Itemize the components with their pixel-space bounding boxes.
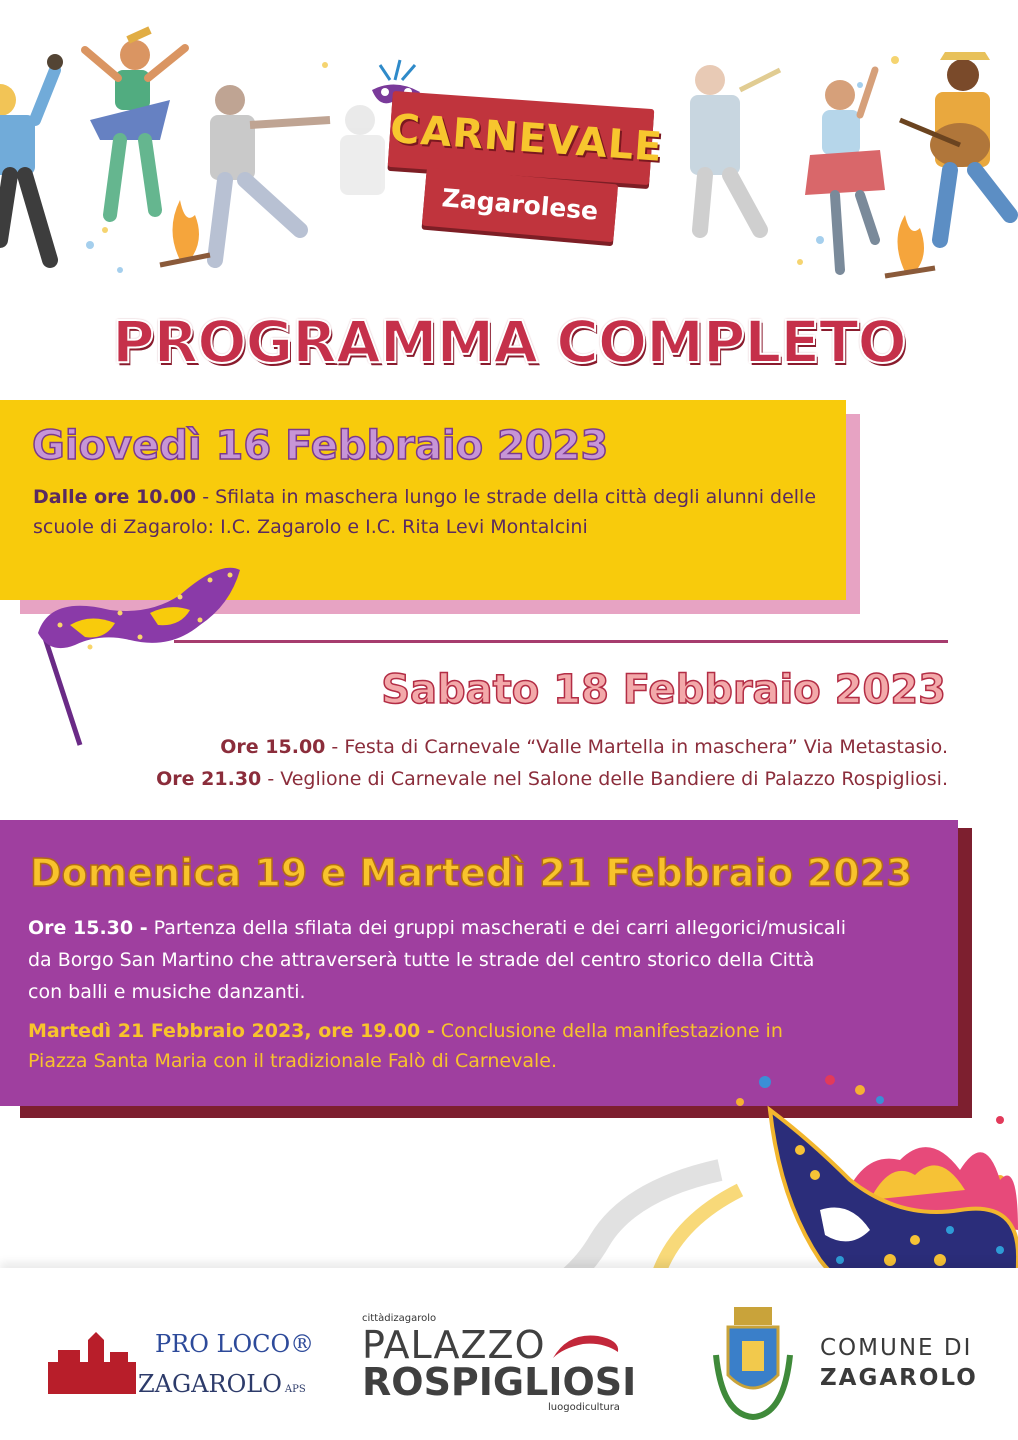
proloco-name: PRO LOCO®	[155, 1330, 315, 1358]
section2-date: Sabato 18 Febbraio 2023	[381, 667, 946, 713]
palazzo-title-line1: PALAZZO	[362, 1323, 546, 1367]
section2-event1: - Festa di Carnevale “Valle Martella in maschera” Via Metastasio.	[325, 736, 948, 758]
section2-time1: Ore 15.00	[220, 736, 326, 758]
section2-line2	[88, 763, 948, 795]
comune-label: COMUNE DI	[820, 1335, 973, 1361]
section3-time2: Martedì 21 Febbraio 2023, ore 19.00 -	[28, 1020, 435, 1042]
proloco-castle-icon	[48, 1332, 136, 1394]
palazzo-title-line2: ROSPIGLIOSI	[362, 1360, 637, 1404]
section2-line1	[88, 731, 948, 763]
proloco-town	[138, 1370, 306, 1398]
header-illustration	[0, 0, 1018, 300]
main-title: PROGRAMMA COMPLETO	[112, 308, 906, 376]
section2-event2: - Veglione di Carnevale nel Salone delle Bandiere di Palazzo Rospigliosi.	[261, 768, 948, 790]
section-divider	[174, 640, 948, 643]
section1-description	[33, 482, 833, 542]
section3-date: Domenica 19 e Martedì 21 Febbraio 2023	[30, 851, 913, 895]
section3-event2: Conclusione della manifestazione in Piazza Santa Maria con il tradizionale Falò di Carnevale.	[28, 1020, 783, 1072]
section3-time1: Ore 15.30 -	[28, 917, 148, 939]
carnival-mask-icon	[30, 555, 260, 755]
section2-time2: Ore 21.30	[156, 768, 262, 790]
comune-name: ZAGAROLO	[820, 1365, 978, 1391]
section1-date: Giovedì 16 Febbraio 2023	[32, 423, 609, 469]
section2-description	[88, 731, 948, 795]
palazzo-city-label: cittàdizagarolo	[362, 1313, 437, 1324]
section3-description1	[28, 912, 848, 1008]
banner-subtitle: Zagarolese	[440, 183, 600, 226]
section1-event: - Sfilata in maschera lungo le strade della città degli alunni delle scuole di Zagarolo: I.C. Zagarolo e I.C. Rita Levi Montalcini	[33, 486, 817, 538]
section3-event1: Partenza della sfilata dei gruppi mascherati e dei carri allegorici/musicali da Borgo San Martino che attraverserà tutte le strade del centro storico della Città con balli e musiche danzanti.	[28, 917, 847, 1003]
zagarolo-coat-of-arms-icon	[712, 1305, 794, 1423]
proloco-aps: APS	[284, 1384, 306, 1395]
palazzo-subtitle: luogodicultura	[548, 1402, 620, 1413]
section1-time: Dalle ore 10.00	[33, 486, 197, 508]
proloco-town-name: ZAGAROLO	[138, 1370, 282, 1398]
palazzo-swoosh-icon	[548, 1330, 623, 1365]
banner-title: CARNEVALE	[388, 105, 665, 171]
